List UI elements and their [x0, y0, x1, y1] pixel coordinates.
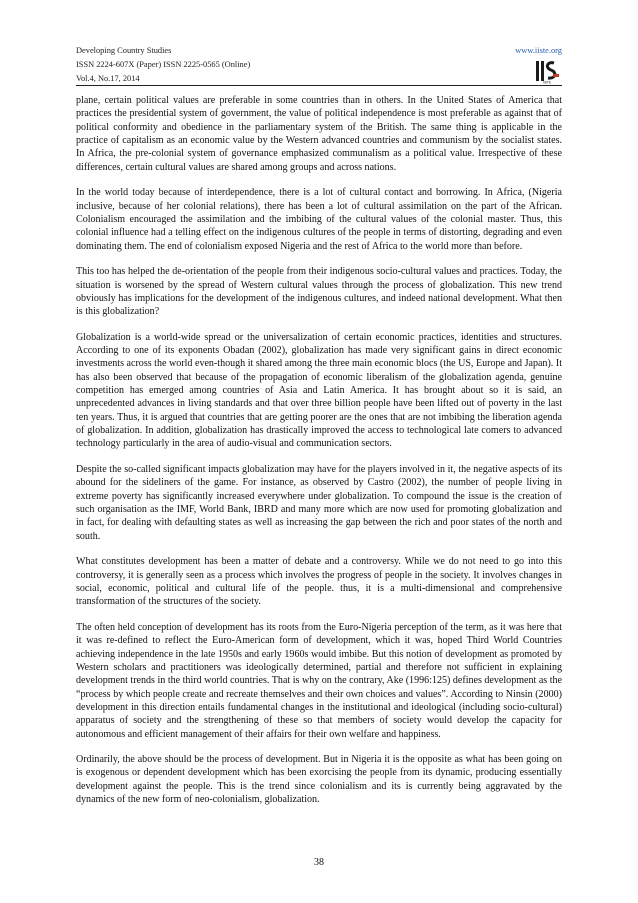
paragraph: Despite the so-called significant impacts globalization may have for the players involved in it, the negative aspects of its abound for the sideliners of the game. For instance, as observed by Castro (2002), the number of people living in extreme poverty has significantly increased everywhere under globalization. To compound the issue is the creation of such organisation as the IMF, World Bank, IBRD and many more which are now used for promoting globalization and in fact, for dealing with defaulting states as well as increasing the gap between the rich and poor states of the north and south.	[76, 464, 562, 542]
paragraph: Globalization is a world-wide spread or the universalization of certain economic practices, identities and structures. According to one of its exponents Obadan (2002), globalization has made very significant gains in direct economic investments across the world even-though it shared among the three main economic blocs (the US, Europe and Japan). It has also been observed that because of the propagation of economic liberalism of the globalization agenda, genuine competition has emerged among countries of Asia and Latin America. It has brought about so it is said, an unprecedented advances in living standards and that over three billion people have been lifted out of poverty in the last ten years. Thus, it is argued that countries that are getting poorer are the ones that are not imbibing the liberation agenda of globalization. In addition, globalization has drastically improved the access to technological late comers to advanced technology particularly in the area of audio-visual and communication sectors.	[76, 331, 562, 450]
logo-text: IISTE	[542, 80, 552, 84]
journal-url-link[interactable]: www.iiste.org	[515, 46, 562, 55]
paragraph: What constitutes development has been a matter of debate and a controversy. While we do not need to go into this controversy, it is generally seen as a process which involves the progress of people in the society. It involves changes in social, economic, political and cultural life of the people. thus, it is a multi-dimensional and comprehensive transformation of the structures of the society.	[76, 556, 562, 608]
header-rule	[76, 85, 562, 86]
journal-name: Developing Country Studies	[76, 46, 172, 55]
paragraph: Ordinarily, the above should be the process of development. But in Nigeria it is the opposite as what has been going on is exogenous or dependent development which has been exorcising the people from its dynamic, producing essentially development against the people. This is the trend since colonialism and its is currently being aggravated by the dynamics of the new form of neo-colonialism, globalization.	[76, 754, 562, 806]
journal-volume: Vol.4, No.17, 2014	[76, 74, 140, 84]
page-header	[76, 44, 562, 90]
journal-info	[76, 44, 250, 87]
iiste-logo-icon	[534, 60, 560, 84]
paragraph: The often held conception of development has its roots from the Euro-Nigeria perception of the term, as it was here that it was re-defined to reflect the Euro-American form of development, which it was, hoped Third World Countries achieving independence in the late 1950s and early 1960s would imbibe. But this notion of development as promoted by Western scholars and practitioners was ideologically determined, partial and therefore not sufficient in explaining development trends in the third world countries. That is why on the contrary, Ake (1996:125) defines development as the “process by which people create and recreate themselves and their own choices and values”. According to Ninsin (2000) development in this direction entails fundamental changes in the institutional and ideological (including socio-cultural) apparatus of society and the strengthening of these so that members of society would develop the capacity for autonomous and efficient management of their affairs for their own welfare and happiness.	[76, 621, 562, 740]
journal-issn: ISSN 2224-607X (Paper) ISSN 2225-0565 (Online)	[76, 60, 251, 70]
paragraph: This too has helped the de-orientation of the people from their indigenous socio-cultural values and practices. Today, the situation is worsened by the spread of Western cultural values through the process of globalization. This new trend obviously has implications for the development of the indigenous cultures, and indeed national development. What then is this globalization?	[76, 266, 562, 318]
paragraph: In the world today because of interdependence, there is a lot of cultural contact and borrowing. In Africa, (Nigeria inclusive, because of her colonial relations), there has been a lot of cultural assimilation on the part of the African. Colonialism encouraged the assimilation and the imbibing of the cultural values of the colonial master. Thus, this colonial influence had a telling effect on the indigenous cultures of the people in terms of distorting, degrading and even dominating them. The end of colonialism exposed Nigeria and the rest of Africa to the world more than before.	[76, 187, 562, 252]
body-text	[76, 94, 562, 819]
paragraph: plane, certain political values are preferable in some countries than in others. In the United States of America that practices the presidential system of government, the value of political independence is most preferable as against that of political conformity and obedience in the parliamentary system of the British. The same thing is applicable in the practice of capitalism as an economic value by the Western advanced countries and communism by the socialist states. In Africa, the pre-colonial system of governance emphasized communalism as a political value. Irrespective of these differences, certain cultural values are shared among groups and across nations.	[76, 95, 562, 173]
page-number: 38	[314, 857, 324, 868]
